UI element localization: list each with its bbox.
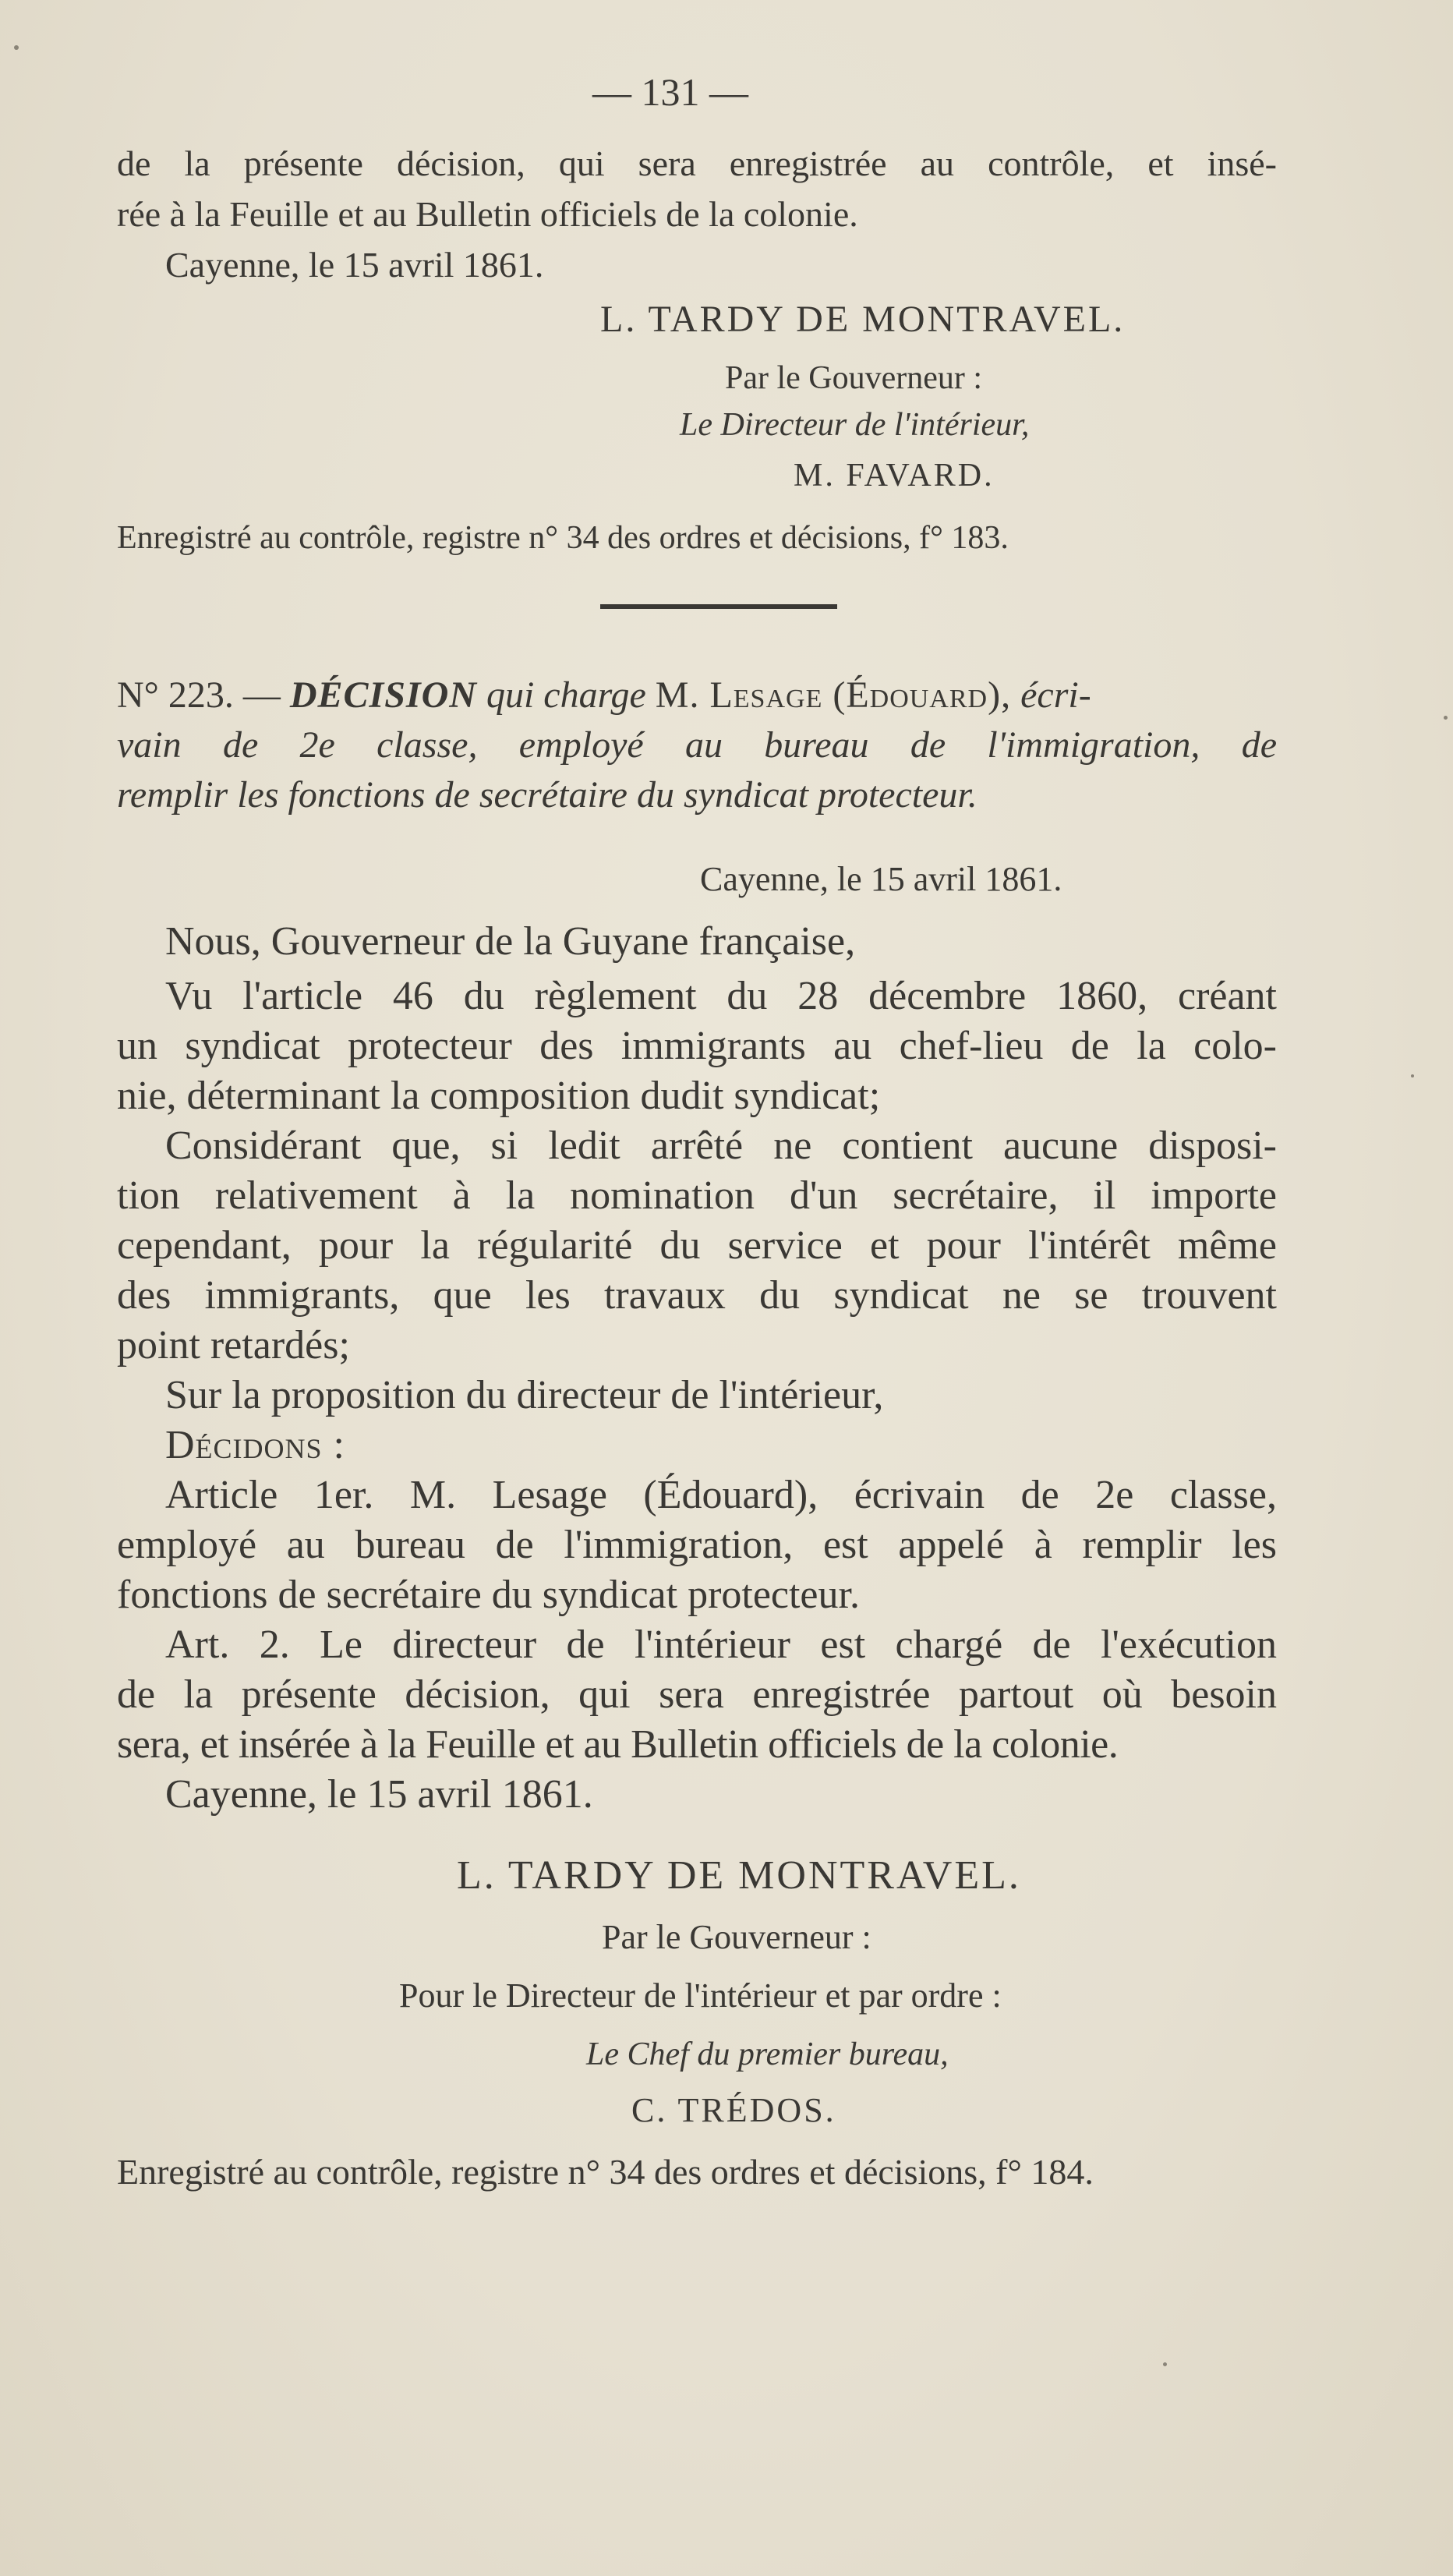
- decision-by-governor: Par le Gouverneur :: [602, 1918, 871, 1956]
- decision-chief-name: C. TRÉDOS.: [631, 2091, 836, 2129]
- prev-signatory: L. TARDY DE MONTRAVEL.: [600, 299, 1126, 340]
- paper-speck: [14, 45, 19, 50]
- decision-chief-title: Le Chef du premier bureau,: [586, 2036, 949, 2072]
- prev-date: Cayenne, le 15 avril 1861.: [165, 245, 544, 285]
- decision-number: N° 223. —: [117, 674, 281, 716]
- considerant-line-1: Considérant que, si ledit arrêté ne contient aucune disposi-: [165, 1123, 1277, 1168]
- decision-heading-line-2: vain de 2e classe, employé au bureau de l'immigration, de: [117, 724, 1277, 766]
- decision-heading-line-3: remplir les fonctions de secrétaire du syndicat protecteur.: [117, 774, 978, 816]
- decision-heading-line-1: [117, 672, 1091, 719]
- proposition-line: Sur la proposition du directeur de l'intérieur,: [165, 1373, 884, 1417]
- prev-body-line-1: de la présente décision, qui sera enregistrée au contrôle, et insé-: [117, 143, 1277, 183]
- article-2-line-2: de la présente décision, qui sera enregistrée partout où besoin: [117, 1672, 1277, 1717]
- decision-registration: Enregistré au contrôle, registre n° 34 des ordres et décisions, f° 184.: [117, 2152, 1094, 2192]
- decidons-line: Décidons :: [165, 1423, 346, 1467]
- article-1-line-3: fonctions de secrétaire du syndicat protecteur.: [117, 1573, 860, 1617]
- paper-speck: [1444, 716, 1448, 720]
- considerant-line-4: des immigrants, que les travaux du syndicat ne se trouvent: [117, 1273, 1277, 1318]
- decision-place-date: Cayenne, le 15 avril 1861.: [700, 860, 1062, 898]
- prev-director-title: Le Directeur de l'intérieur,: [680, 407, 1030, 443]
- decision-heading-rest: écri-: [1020, 674, 1091, 716]
- decision-for-director: Pour le Directeur de l'intérieur et par ordre :: [399, 1976, 1002, 2015]
- decision-qui-charge: qui charge: [486, 674, 646, 716]
- section-divider: [600, 604, 837, 609]
- article-1-line-1: Article 1er. M. Lesage (Édouard), écrivain de 2e classe,: [165, 1473, 1277, 1517]
- nous-line: Nous, Gouverneur de la Guyane française,: [165, 919, 856, 964]
- article-2-line-1: Art. 2. Le directeur de l'intérieur est chargé de l'exécution: [165, 1622, 1277, 1667]
- decision-person: M. Lesage (Édouard),: [655, 674, 1012, 716]
- considerant-line-3: cependant, pour la régularité du service et pour l'intérêt même: [117, 1223, 1277, 1268]
- article-2-line-3: sera, et insérée à la Feuille et au Bulletin officiels de la colonie.: [117, 1722, 1119, 1767]
- vu-line-3: nie, déterminant la composition dudit syndicat;: [117, 1074, 881, 1118]
- considerant-line-5: point retardés;: [117, 1323, 350, 1368]
- decision-signatory: L. TARDY DE MONTRAVEL.: [457, 1853, 1021, 1898]
- decision-date: Cayenne, le 15 avril 1861.: [165, 1772, 593, 1817]
- prev-by-governor: Par le Gouverneur :: [725, 360, 983, 396]
- prev-registration: Enregistré au contrôle, registre n° 34 des ordres et décisions, f° 183.: [117, 520, 1009, 556]
- decision-keyword: DÉCISION: [289, 674, 477, 716]
- considerant-line-2: tion relativement à la nomination d'un secrétaire, il importe: [117, 1173, 1277, 1218]
- vu-line-1: Vu l'article 46 du règlement du 28 décembre 1860, créant: [165, 974, 1277, 1018]
- article-1-line-2: employé au bureau de l'immigration, est appelé à remplir les: [117, 1523, 1277, 1567]
- paper-speck: [1163, 2362, 1167, 2366]
- prev-body-line-2: rée à la Feuille et au Bulletin officiels de la colonie.: [117, 194, 858, 234]
- page-number: — 131 —: [592, 70, 748, 114]
- paper-speck: [1411, 1074, 1414, 1077]
- vu-line-2: un syndicat protecteur des immigrants au chef-lieu de la colo-: [117, 1024, 1277, 1068]
- prev-director-name: M. FAVARD.: [794, 458, 995, 494]
